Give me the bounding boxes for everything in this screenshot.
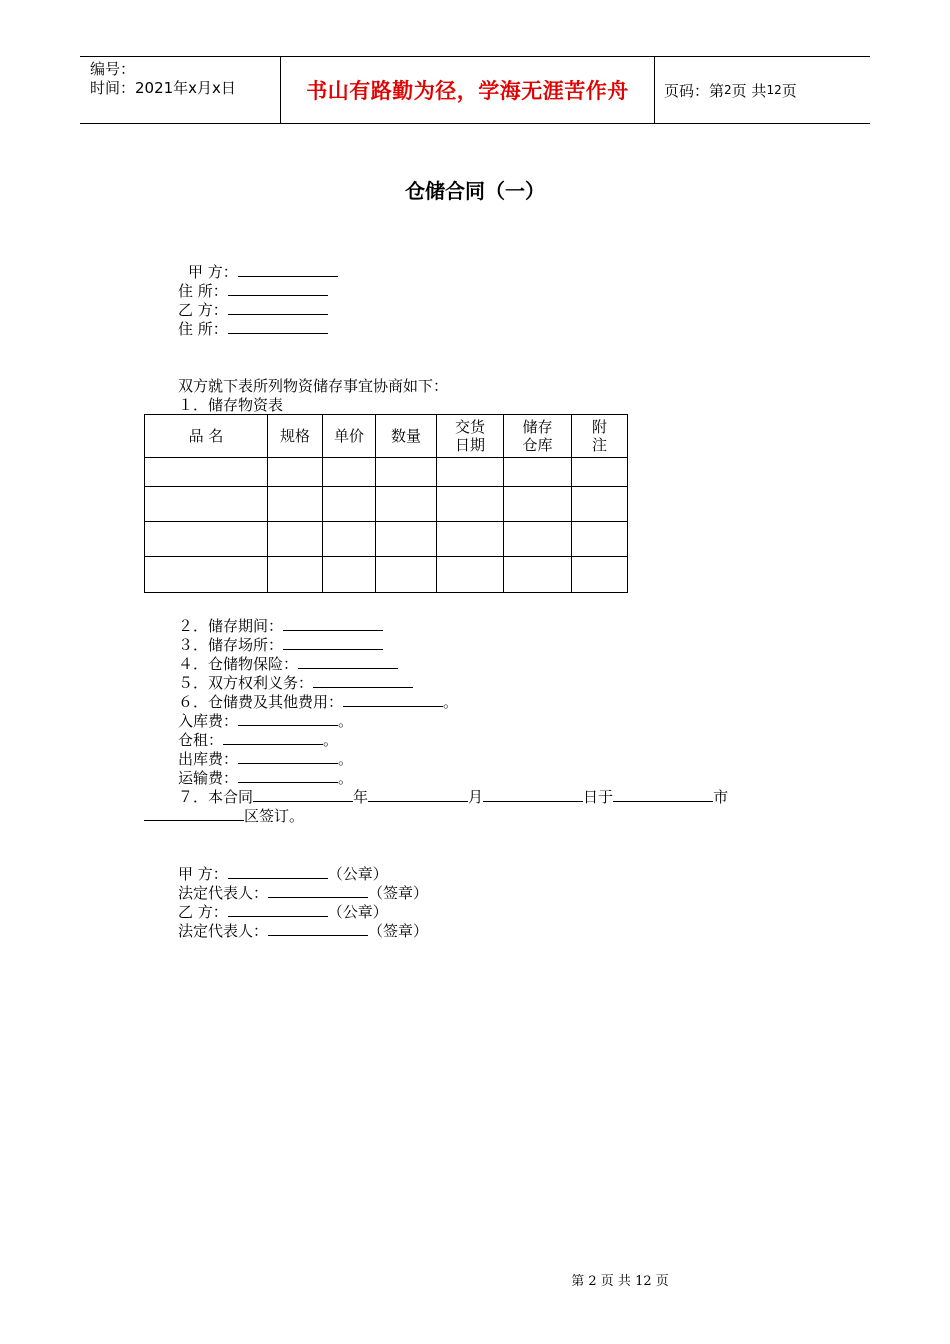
col-storage-line1: 储存 xyxy=(522,418,553,436)
clause-7-year: 年 xyxy=(353,788,369,806)
footer-prefix: 第 xyxy=(571,1274,585,1289)
clause-7-month: 月 xyxy=(468,788,484,806)
header-slogan: 书山有路勤为径，学海无涯苦作舟 xyxy=(281,57,655,123)
sign-party-a-seal: （公章） xyxy=(327,865,388,883)
sign-party-b-blank xyxy=(228,902,328,917)
header-meta xyxy=(80,57,281,123)
address-a-label: 住 所： xyxy=(178,282,228,300)
col-delivery-date-line2: 日期 xyxy=(454,436,485,454)
page-suffix: 页 xyxy=(781,81,797,100)
document-time-label: 时间：2021年x月x日 xyxy=(90,79,236,97)
clause-5-label: ５．双方权利义务： xyxy=(178,674,314,692)
in-fee-period: 。 xyxy=(338,712,354,730)
clause-3-label: ３．储存场所： xyxy=(178,636,284,654)
clauses-block xyxy=(178,616,728,806)
sign-party-a-blank xyxy=(228,864,328,879)
rent-label: 仓租： xyxy=(178,731,224,749)
col-spec: 规格 xyxy=(268,415,323,458)
footer-page-number: 2 xyxy=(588,1274,597,1289)
page-mid: 页 共 xyxy=(731,81,767,100)
col-note-line2: 注 xyxy=(591,436,607,454)
header-page-indicator xyxy=(655,57,870,123)
clause-7-blank-year xyxy=(368,787,468,802)
clause-7-blank-month xyxy=(483,787,583,802)
footer-page-total: 12 xyxy=(635,1274,652,1289)
clause-7-blank-district xyxy=(144,806,244,821)
col-price: 单价 xyxy=(323,415,376,458)
table-row xyxy=(145,522,628,557)
sign-rep-a-signature: （签章） xyxy=(368,884,429,902)
document-title: 仓储合同（一） xyxy=(405,179,545,203)
col-storage-line2: 仓库 xyxy=(522,436,553,454)
intro-text: 双方就下表所列物资储存事宜协商如下： xyxy=(178,377,449,395)
out-fee-blank xyxy=(238,749,338,764)
in-fee-label: 入库费： xyxy=(178,712,239,730)
page-header xyxy=(80,56,870,124)
transport-fee-blank xyxy=(238,768,338,783)
parties-block xyxy=(178,262,338,338)
address-b-blank xyxy=(228,319,328,334)
col-storage xyxy=(504,415,572,458)
transport-fee-label: 运输费： xyxy=(178,769,239,787)
out-fee-label: 出库费： xyxy=(178,750,239,768)
goods-table xyxy=(144,414,628,593)
clause-6-period: 。 xyxy=(443,693,459,711)
table-row xyxy=(145,487,628,522)
col-delivery-date-line1: 交货 xyxy=(454,418,485,436)
clause-3-blank xyxy=(283,635,383,650)
page-total: 12 xyxy=(766,83,782,97)
clause-7-label: ７．本合同 xyxy=(178,788,254,806)
table-header-row xyxy=(145,415,628,458)
intro-block xyxy=(178,377,448,415)
sign-party-b-label: 乙 方： xyxy=(178,903,228,921)
footer-mid: 页 共 xyxy=(600,1274,631,1289)
sign-rep-a-label: 法定代表人： xyxy=(178,884,269,902)
clause-7-city: 市 xyxy=(713,788,729,806)
party-b-label: 乙 方： xyxy=(178,301,228,319)
address-b-label: 住 所： xyxy=(178,320,228,338)
party-a-label: 甲 方： xyxy=(188,263,238,281)
col-qty: 数量 xyxy=(376,415,437,458)
party-b-blank xyxy=(228,300,328,315)
col-name: 品 名 xyxy=(145,415,268,458)
clause-2-blank xyxy=(283,616,383,631)
clause-7-blank-city xyxy=(613,787,713,802)
col-note xyxy=(572,415,628,458)
clause-6-label: ６．仓储费及其他费用： xyxy=(178,693,344,711)
sign-rep-a-blank xyxy=(268,883,368,898)
sign-party-b-seal: （公章） xyxy=(327,903,388,921)
clause-7-district: 区签订。 xyxy=(244,807,305,825)
sign-rep-b-signature: （签章） xyxy=(368,922,429,940)
rent-blank xyxy=(223,730,323,745)
item-1-heading: １．储存物资表 xyxy=(178,396,284,414)
document-number-label: 编号： xyxy=(90,60,136,78)
sign-rep-b-label: 法定代表人： xyxy=(178,922,269,940)
out-fee-period: 。 xyxy=(338,750,354,768)
col-note-line1: 附 xyxy=(591,418,607,436)
clause-4-label: ４．仓储物保险： xyxy=(178,655,299,673)
sign-party-a-label: 甲 方： xyxy=(178,865,228,883)
col-delivery-date xyxy=(437,415,504,458)
signature-block xyxy=(178,864,428,940)
clause-4-blank xyxy=(298,654,398,669)
table-row xyxy=(145,458,628,487)
clause-6-blank xyxy=(343,692,443,707)
clause-7-blank-a xyxy=(253,787,353,802)
party-a-blank xyxy=(238,262,338,277)
table-row xyxy=(145,557,628,593)
footer-suffix: 页 xyxy=(655,1274,669,1289)
transport-fee-period: 。 xyxy=(338,769,354,787)
sign-rep-b-blank xyxy=(268,921,368,936)
clause-7-continuation xyxy=(144,806,304,825)
page-footer xyxy=(0,1270,950,1289)
clause-7-day: 日于 xyxy=(583,788,614,806)
in-fee-blank xyxy=(238,711,338,726)
clause-5-blank xyxy=(313,673,413,688)
clause-2-label: ２．储存期间： xyxy=(178,617,284,635)
rent-period: 。 xyxy=(323,731,339,749)
address-a-blank xyxy=(228,281,328,296)
page-number: 2 xyxy=(724,83,732,97)
page-prefix: 页码：第 xyxy=(664,81,725,100)
